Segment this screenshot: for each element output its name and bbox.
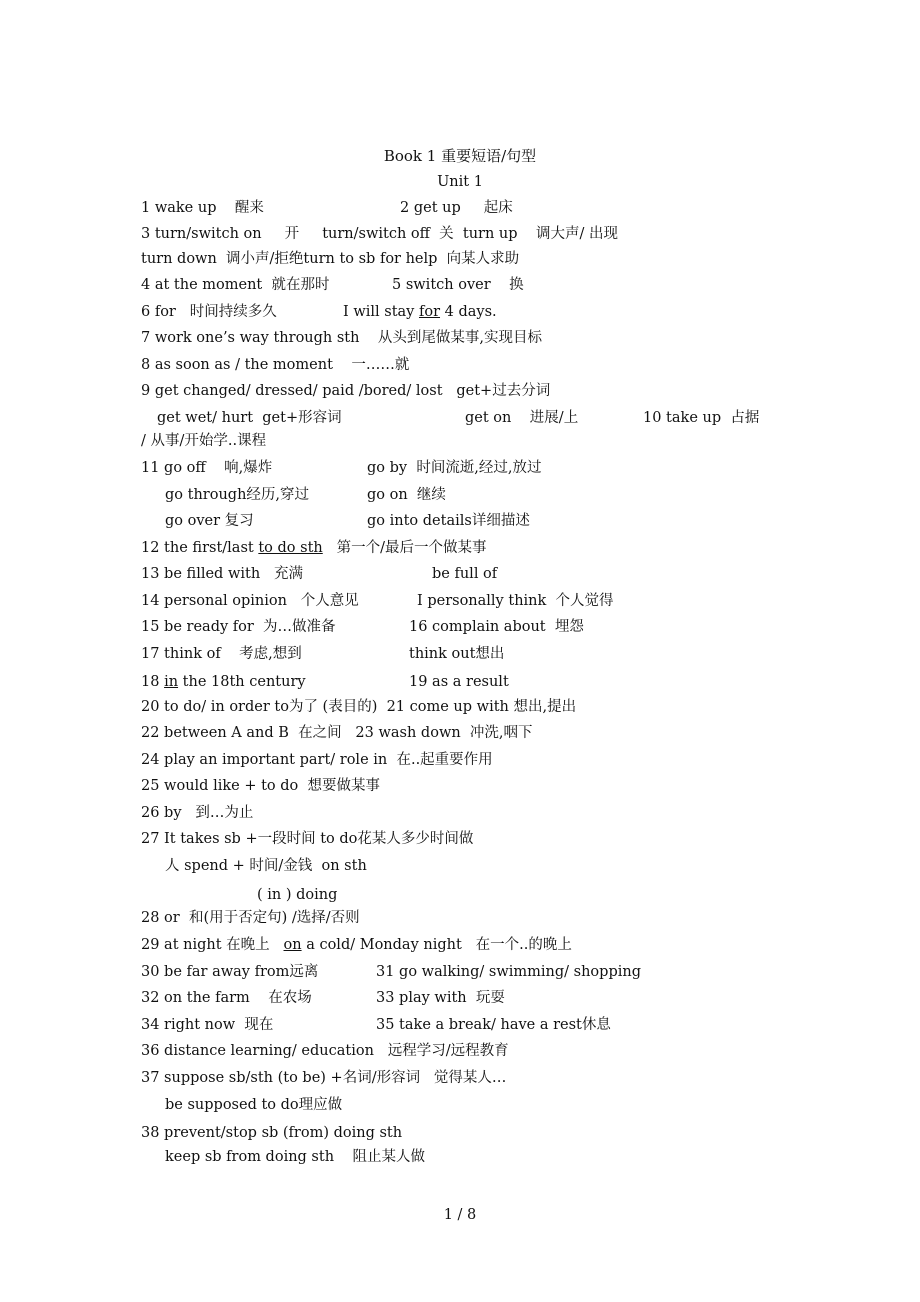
phrase-line [392,276,524,294]
line-text: 14 personal opinion 个人意见 [141,593,359,609]
line-text: 12 the first/last [141,540,259,556]
line-text: 33 play with 玩耍 [376,990,505,1006]
line-text: 7 work one’s way through sth 从头到尾做某事,实现目标 [141,330,543,346]
line-text: 38 prevent/stop sb (from) doing sth [141,1125,403,1141]
line-text: 29 at night 在晚上 [141,937,284,953]
line-text: 10 take up 占据 [643,410,760,426]
phrase-line [141,645,302,663]
phrase-line [141,459,272,477]
phrase-line [343,303,497,321]
phrase-line [165,512,254,530]
line-text: 4 days. [440,304,497,320]
phrase-line [257,886,337,904]
phrase-line [141,1124,402,1142]
underlined-text: on [283,937,302,953]
phrase-line [367,459,542,477]
phrase-line [141,565,303,583]
phrase-line [417,592,614,610]
phrase-line [141,1016,273,1034]
line-text: 人 spend + 时间/金钱 on sth [165,858,367,874]
phrase-line [141,592,359,610]
line-text: be full of [432,566,498,582]
line-text: a cold/ Monday night 在一个..的晚上 [301,937,572,953]
phrase-line [141,989,312,1007]
phrase-line [141,804,253,822]
line-text: 1 wake up 醒来 [141,200,264,216]
line-text: 20 to do/ in order to为了 (表目的) 21 come up with 想出,提出 [141,699,577,715]
phrase-line [165,1148,425,1166]
line-text: 4 at the moment 就在那时 [141,277,330,293]
line-text: 35 take a break/ have a rest休息 [376,1017,611,1033]
phrase-line [376,989,505,1007]
line-text: the 18th century [178,674,306,690]
line-text: 6 for 时间持续多久 [141,304,277,320]
line-text: 30 be far away from远离 [141,964,319,980]
line-text: go by 时间流逝,经过,放过 [367,460,542,476]
phrase-line [141,432,266,450]
line-text: go on 继续 [367,487,446,503]
line-text: go through经历,穿过 [165,487,310,503]
phrase-line [141,777,380,795]
phrase-line [141,936,572,954]
phrase-line [465,409,578,427]
line-text: 25 would like + to do 想要做某事 [141,778,380,794]
phrase-line [409,673,509,691]
phrase-line [376,963,641,981]
line-text: 2 get up 起床 [400,200,513,216]
phrase-line [141,539,486,557]
line-text: be supposed to do理应做 [165,1097,343,1113]
phrase-line [141,382,550,400]
line-text: think out想出 [409,646,505,662]
phrase-line [141,698,576,716]
phrase-line [141,303,277,321]
line-text: / 从事/开始学..课程 [141,433,267,449]
phrase-line [376,1016,611,1034]
phrase-line [400,199,513,217]
line-text: 5 switch over 换 [392,277,524,293]
underlined-text: to do sth [258,540,323,556]
phrase-line [141,1042,509,1060]
phrase-line [165,486,309,504]
phrase-line [409,645,504,663]
phrase-line [367,486,446,504]
phrase-line [141,618,336,636]
line-text: 13 be filled with 充满 [141,566,303,582]
line-text: 16 complain about 埋怨 [409,619,584,635]
phrase-line [141,830,473,848]
phrase-line [157,409,342,427]
phrase-line [165,857,367,875]
phrase-line [432,565,497,583]
page-number: 1 / 8 [443,1207,477,1223]
line-text: I personally think 个人觉得 [417,593,614,609]
phrase-line [141,329,542,347]
phrase-line [141,356,409,374]
phrase-line [141,199,264,217]
line-text: 19 as a result [409,674,509,690]
line-text: 32 on the farm 在农场 [141,990,312,1006]
line-text: 17 think of 考虑,想到 [141,646,302,662]
phrase-line [141,1069,506,1087]
line-text: go over 复习 [165,513,254,529]
underlined-text: in [164,674,179,690]
document-title: Book 1 重要短语/句型 [383,147,537,165]
line-text: go into details详细描述 [367,513,530,529]
line-text: 11 go off 响,爆炸 [141,460,273,476]
line-text: 27 It takes sb +一段时间 to do花某人多少时间做 [141,831,474,847]
line-text: I will stay [343,304,419,320]
phrase-line [409,618,584,636]
phrase-line [367,512,530,530]
phrase-line [141,751,493,769]
line-text: 3 turn/switch on 开 turn/switch off 关 turn up 调大声/ 出现 [141,226,618,242]
phrase-line [141,250,519,268]
line-text: 8 as soon as / the moment 一……就 [141,357,410,373]
line-text: 34 right now 现在 [141,1017,274,1033]
line-text: ( in ) doing [257,887,338,903]
phrase-line [141,909,360,927]
line-text: 9 get changed/ dressed/ paid /bored/ lost get+过去分词 [141,383,551,399]
phrase-line [141,225,618,243]
line-text: get wet/ hurt get+形容词 [157,410,342,426]
phrase-line [643,409,759,427]
phrase-line [141,673,306,691]
line-text: 26 by 到…为止 [141,805,254,821]
line-text: 22 between A and B 在之间 23 wash down 冲洗,咽下 [141,725,533,741]
line-text: 24 play an important part/ role in 在..起重要作用 [141,752,493,768]
line-text: keep sb from doing sth 阻止某人做 [165,1149,425,1165]
unit-heading: Unit 1 [437,174,483,190]
line-text: 28 or 和(用于否定句) /选择/否则 [141,910,360,926]
line-text: 18 [141,674,165,690]
line-text: 36 distance learning/ education 远程学习/远程教育 [141,1043,509,1059]
line-text: 31 go walking/ swimming/ shopping [376,964,641,980]
line-text: 第一个/最后一个做某事 [322,540,487,556]
phrase-line [141,963,318,981]
phrase-line [165,1096,342,1114]
underlined-text: for [418,304,441,320]
line-text: get on 进展/上 [465,410,579,426]
phrase-line [141,724,533,742]
phrase-line [141,276,329,294]
line-text: turn down 调小声/拒绝turn to sb for help 向某人求助 [141,251,520,267]
line-text: 15 be ready for 为…做准备 [141,619,336,635]
line-text: 37 suppose sb/sth (to be) +名词/形容词 觉得某人… [141,1070,507,1086]
